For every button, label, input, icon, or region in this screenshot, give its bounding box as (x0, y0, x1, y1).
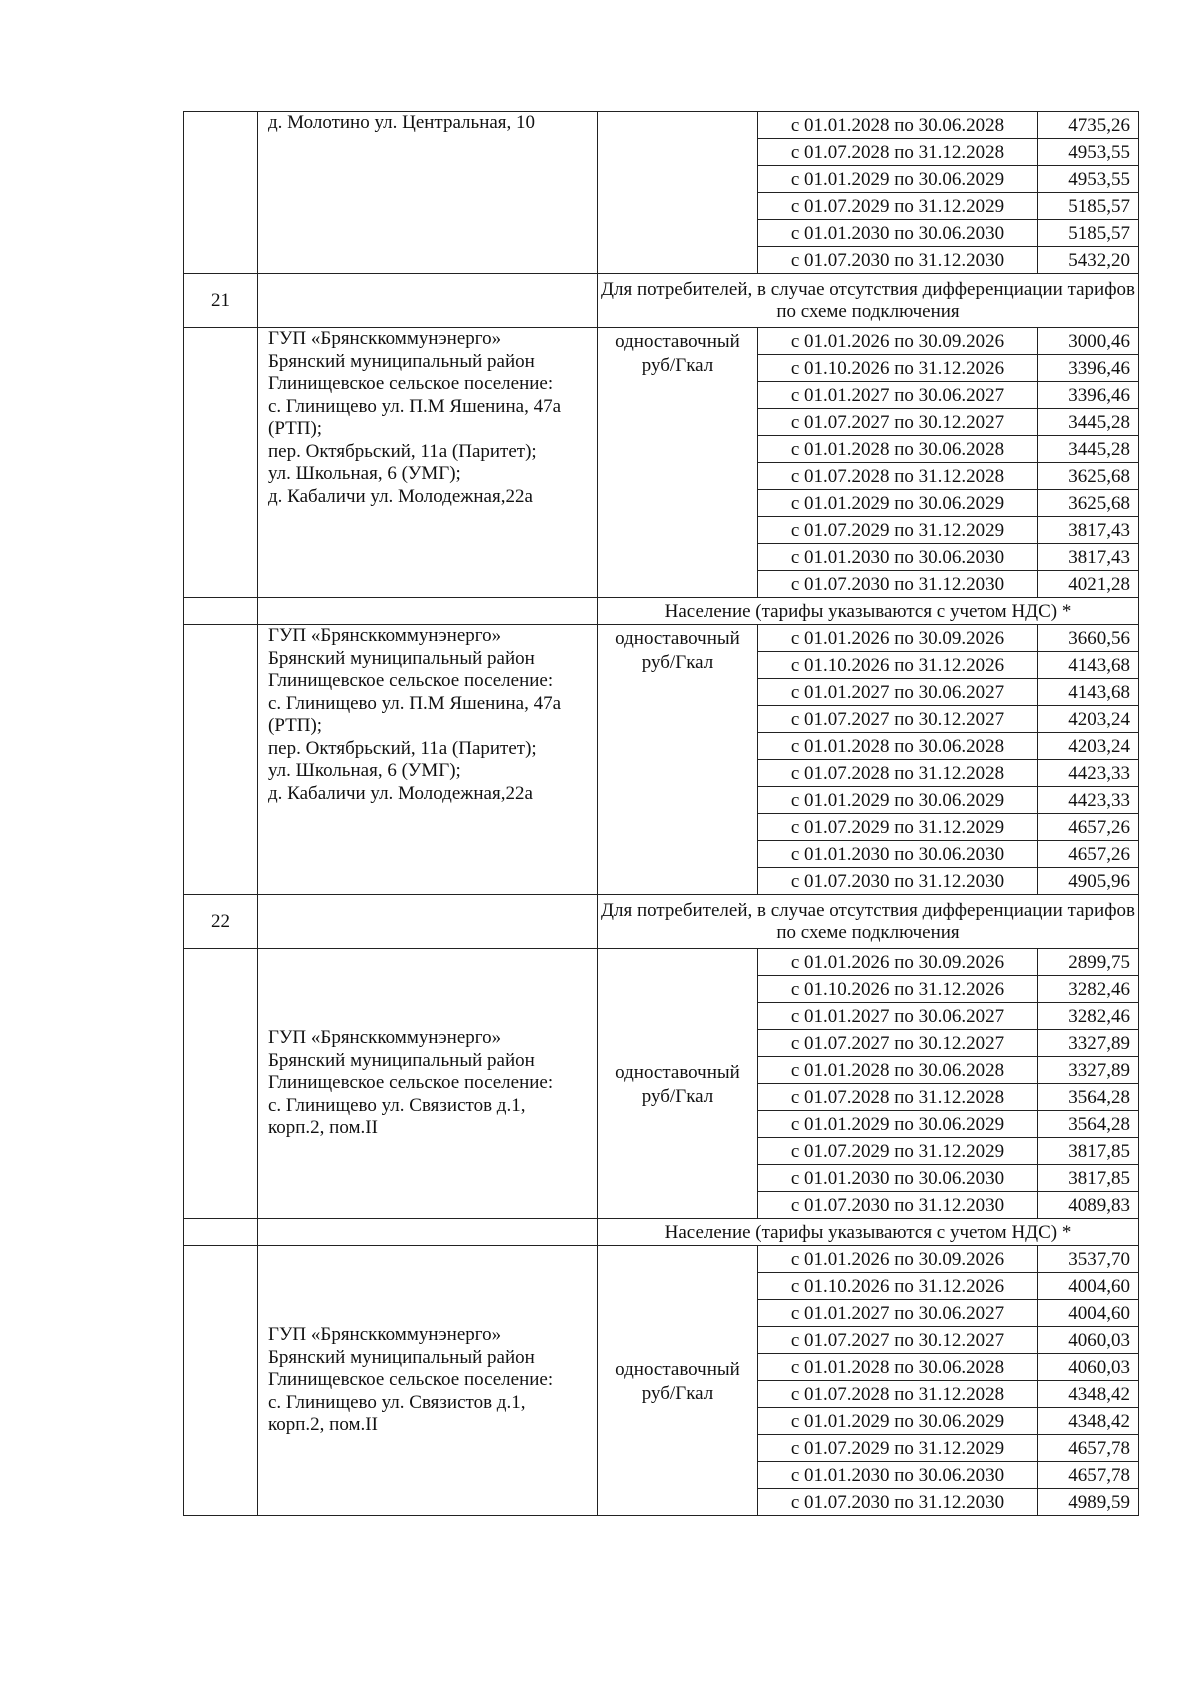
period-cell: с 01.01.2027 по 30.06.2027 (758, 679, 1038, 706)
tariff-value-cell: 3817,43 (1038, 544, 1139, 571)
tariff-value-cell: 4060,03 (1038, 1327, 1139, 1354)
number-cell-empty (184, 625, 258, 895)
tariff-value-cell: 4348,42 (1038, 1408, 1139, 1435)
tariff-value-cell: 4657,26 (1038, 814, 1139, 841)
address-cell (258, 1246, 598, 1516)
period-cell: с 01.07.2028 по 31.12.2028 (758, 463, 1038, 490)
address-line: с. Глинищево ул. Связистов д.1, (268, 1391, 526, 1413)
address-line: Глинищевское сельское поселение: (268, 1369, 554, 1391)
period-cell: с 01.01.2030 по 30.06.2030 (758, 544, 1038, 571)
blank-cell (258, 1219, 598, 1246)
tariff-value-cell: 3327,89 (1038, 1057, 1139, 1084)
address-line: Глинищевское сельское поселение: (268, 373, 554, 394)
period-cell: с 01.01.2030 по 30.06.2030 (758, 1462, 1038, 1489)
tariff-value-cell: 4143,68 (1038, 652, 1139, 679)
period-cell: с 01.07.2028 по 31.12.2028 (758, 1084, 1038, 1111)
tariff-value-cell: 3282,46 (1038, 976, 1139, 1003)
period-cell: с 01.01.2026 по 30.09.2026 (758, 328, 1038, 355)
tariff-type-line: руб/Гкал (641, 355, 714, 376)
address-line: ул. Школьная, 6 (УМГ); (268, 463, 461, 484)
period-cell: с 01.01.2029 по 30.06.2029 (758, 1408, 1038, 1435)
address-line: пер. Октябрьский, 11а (Паритет); (268, 737, 537, 759)
period-cell: с 01.01.2030 по 30.06.2030 (758, 220, 1038, 247)
address-line: Глинищевское сельское поселение: (268, 1072, 554, 1094)
tariff-value-cell: 3000,46 (1038, 328, 1139, 355)
tariff-value-cell: 4348,42 (1038, 1381, 1139, 1408)
address-line: (РТП); (268, 715, 323, 736)
period-cell: с 01.01.2028 по 30.06.2028 (758, 733, 1038, 760)
address-line: д. Молотино ул. Центральная, 10 (268, 112, 536, 133)
address-line: Глинищевское сельское поселение: (268, 670, 554, 691)
tariff-value-cell: 5432,20 (1038, 247, 1139, 274)
tariff-value-cell: 3817,85 (1038, 1165, 1139, 1192)
tariff-value-cell: 3537,70 (1038, 1246, 1139, 1273)
tariff-type-line: одноставочный (615, 1358, 740, 1380)
tariff-type-cell (598, 625, 758, 895)
tariff-value-cell: 4143,68 (1038, 679, 1139, 706)
tariff-value-cell: 3660,56 (1038, 625, 1139, 652)
tariff-value-cell: 4657,26 (1038, 841, 1139, 868)
tariff-table (183, 111, 1139, 1516)
tariff-type-line: руб/Гкал (641, 652, 714, 673)
note-row (184, 598, 1139, 625)
tariff-value-cell: 3282,46 (1038, 1003, 1139, 1030)
address-cell (258, 112, 598, 274)
tariff-value-cell: 4657,78 (1038, 1435, 1139, 1462)
period-cell: с 01.07.2028 по 31.12.2028 (758, 760, 1038, 787)
tariff-value-cell: 4004,60 (1038, 1300, 1139, 1327)
section-header-row (184, 274, 1139, 328)
period-cell: с 01.07.2028 по 31.12.2028 (758, 139, 1038, 166)
period-cell: с 01.07.2029 по 31.12.2029 (758, 1435, 1038, 1462)
period-cell: с 01.01.2026 по 30.09.2026 (758, 949, 1038, 976)
address-line: ГУП «Брянсккоммунэнерго» (268, 625, 502, 646)
period-cell: с 01.10.2026 по 31.12.2026 (758, 1273, 1038, 1300)
period-cell: с 01.01.2029 по 30.06.2029 (758, 787, 1038, 814)
period-cell: с 01.01.2029 по 30.06.2029 (758, 1111, 1038, 1138)
period-cell: с 01.07.2029 по 31.12.2029 (758, 1138, 1038, 1165)
tariff-value-cell: 4953,55 (1038, 166, 1139, 193)
table-row (184, 1246, 1139, 1273)
number-cell-empty (184, 112, 258, 274)
tariff-value-cell: 4989,59 (1038, 1489, 1139, 1516)
tariff-value-cell: 4657,78 (1038, 1462, 1139, 1489)
address-line: Брянский муниципальный район (268, 1346, 535, 1368)
tariff-type-line: одноставочный (615, 331, 740, 352)
tariff-type-line: руб/Гкал (641, 1085, 714, 1107)
address-line: (РТП); (268, 418, 323, 439)
number-cell-empty (184, 1246, 258, 1516)
tariff-value-cell: 4423,33 (1038, 787, 1139, 814)
period-cell: с 01.07.2029 по 31.12.2029 (758, 814, 1038, 841)
tariff-value-cell: 3817,43 (1038, 517, 1139, 544)
period-cell: с 01.07.2030 по 31.12.2030 (758, 571, 1038, 598)
period-cell: с 01.01.2027 по 30.06.2027 (758, 382, 1038, 409)
section-header-text: Для потребителей, в случае отсутствия дифференциации тарифов по схеме подключения (598, 274, 1139, 328)
tariff-value-cell: 3396,46 (1038, 355, 1139, 382)
tariff-value-cell: 3564,28 (1038, 1111, 1139, 1138)
address-line: ул. Школьная, 6 (УМГ); (268, 760, 461, 781)
period-cell: с 01.01.2030 по 30.06.2030 (758, 841, 1038, 868)
period-cell: с 01.07.2029 по 31.12.2029 (758, 517, 1038, 544)
tariff-value-cell: 3445,28 (1038, 409, 1139, 436)
number-cell-empty (184, 328, 258, 598)
period-cell: с 01.01.2028 по 30.06.2028 (758, 1057, 1038, 1084)
tariff-type-line: одноставочный (615, 628, 740, 649)
blank-cell (184, 598, 258, 625)
period-cell: с 01.07.2028 по 31.12.2028 (758, 1381, 1038, 1408)
address-line: д. Кабаличи ул. Молодежная,22а (268, 485, 533, 507)
tariff-type-cell (598, 112, 758, 274)
tariff-value-cell: 4060,03 (1038, 1354, 1139, 1381)
period-cell: с 01.01.2028 по 30.06.2028 (758, 112, 1038, 139)
table-row (184, 112, 1139, 139)
tariff-value-cell: 3327,89 (1038, 1030, 1139, 1057)
period-cell: с 01.01.2030 по 30.06.2030 (758, 1165, 1038, 1192)
tariff-type-cell (598, 949, 758, 1219)
period-cell: с 01.07.2029 по 31.12.2029 (758, 193, 1038, 220)
tariff-value-cell: 4203,24 (1038, 733, 1139, 760)
period-cell: с 01.10.2026 по 31.12.2026 (758, 976, 1038, 1003)
number-cell-empty (184, 949, 258, 1219)
period-cell: с 01.07.2030 по 31.12.2030 (758, 868, 1038, 895)
blank-cell (184, 1219, 258, 1246)
note-row (184, 1219, 1139, 1246)
section-header-text: Для потребителей, в случае отсутствия дифференциации тарифов по схеме подключения (598, 895, 1139, 949)
tariff-value-cell: 3625,68 (1038, 490, 1139, 517)
blank-cell (258, 598, 598, 625)
period-cell: с 01.01.2028 по 30.06.2028 (758, 436, 1038, 463)
address-line: корп.2, пом.II (268, 1414, 378, 1436)
table-row (184, 625, 1139, 652)
address-line: Брянский муниципальный район (268, 350, 535, 372)
period-cell: с 01.01.2028 по 30.06.2028 (758, 1354, 1038, 1381)
tariff-value-cell: 5185,57 (1038, 220, 1139, 247)
period-cell: с 01.07.2030 по 31.12.2030 (758, 1489, 1038, 1516)
tariff-value-cell: 4423,33 (1038, 760, 1139, 787)
address-line: д. Кабаличи ул. Молодежная,22а (268, 782, 533, 804)
address-line: корп.2, пом.II (268, 1117, 378, 1139)
tariff-type-cell (598, 328, 758, 598)
period-cell: с 01.07.2027 по 30.12.2027 (758, 706, 1038, 733)
period-cell: с 01.01.2029 по 30.06.2029 (758, 490, 1038, 517)
tariff-type-line: одноставочный (615, 1061, 740, 1083)
table-row (184, 949, 1139, 976)
address-line: ГУП «Брянсккоммунэнерго» (268, 1324, 502, 1346)
address-line: Брянский муниципальный район (268, 1049, 535, 1071)
tariff-value-cell: 3396,46 (1038, 382, 1139, 409)
address-line: с. Глинищево ул. П.М Яшенина, 47а (268, 395, 561, 417)
period-cell: с 01.07.2030 по 31.12.2030 (758, 247, 1038, 274)
tariff-value-cell: 4953,55 (1038, 139, 1139, 166)
tariff-value-cell: 3817,85 (1038, 1138, 1139, 1165)
blank-cell (258, 895, 598, 949)
tariff-value-cell: 4021,28 (1038, 571, 1139, 598)
period-cell: с 01.01.2026 по 30.09.2026 (758, 625, 1038, 652)
section-number: 22 (184, 895, 258, 949)
period-cell: с 01.10.2026 по 31.12.2026 (758, 355, 1038, 382)
address-line: с. Глинищево ул. П.М Яшенина, 47а (268, 692, 561, 714)
period-cell: с 01.07.2027 по 30.12.2027 (758, 1327, 1038, 1354)
tariff-type-cell (598, 1246, 758, 1516)
period-cell: с 01.01.2026 по 30.09.2026 (758, 1246, 1038, 1273)
tariff-type-line: руб/Гкал (641, 1382, 714, 1404)
tariff-table-body (184, 112, 1139, 1516)
tariff-value-cell: 4735,26 (1038, 112, 1139, 139)
tariff-value-cell: 3564,28 (1038, 1084, 1139, 1111)
period-cell: с 01.10.2026 по 31.12.2026 (758, 652, 1038, 679)
period-cell: с 01.01.2027 по 30.06.2027 (758, 1003, 1038, 1030)
period-cell: с 01.07.2027 по 30.12.2027 (758, 409, 1038, 436)
address-line: ГУП «Брянсккоммунэнерго» (268, 328, 502, 349)
address-cell (258, 625, 598, 895)
tariff-value-cell: 3445,28 (1038, 436, 1139, 463)
tariff-value-cell: 4905,96 (1038, 868, 1139, 895)
section-number: 21 (184, 274, 258, 328)
table-row (184, 328, 1139, 355)
period-cell: с 01.01.2027 по 30.06.2027 (758, 1300, 1038, 1327)
period-cell: с 01.07.2027 по 30.12.2027 (758, 1030, 1038, 1057)
tariff-value-cell: 4203,24 (1038, 706, 1139, 733)
tariff-value-cell: 2899,75 (1038, 949, 1139, 976)
tariff-value-cell: 5185,57 (1038, 193, 1139, 220)
population-note: Население (тарифы указываются с учетом НДС) * (598, 598, 1139, 625)
address-line: с. Глинищево ул. Связистов д.1, (268, 1094, 526, 1116)
section-header-row (184, 895, 1139, 949)
tariff-value-cell: 4004,60 (1038, 1273, 1139, 1300)
address-line: ГУП «Брянсккоммунэнерго» (268, 1027, 502, 1049)
address-line: пер. Октябрьский, 11а (Паритет); (268, 440, 537, 462)
address-cell (258, 949, 598, 1219)
period-cell: с 01.07.2030 по 31.12.2030 (758, 1192, 1038, 1219)
address-cell (258, 328, 598, 598)
address-line: Брянский муниципальный район (268, 647, 535, 669)
blank-cell (258, 274, 598, 328)
tariff-value-cell: 4089,83 (1038, 1192, 1139, 1219)
population-note: Население (тарифы указываются с учетом НДС) * (598, 1219, 1139, 1246)
period-cell: с 01.01.2029 по 30.06.2029 (758, 166, 1038, 193)
tariff-value-cell: 3625,68 (1038, 463, 1139, 490)
